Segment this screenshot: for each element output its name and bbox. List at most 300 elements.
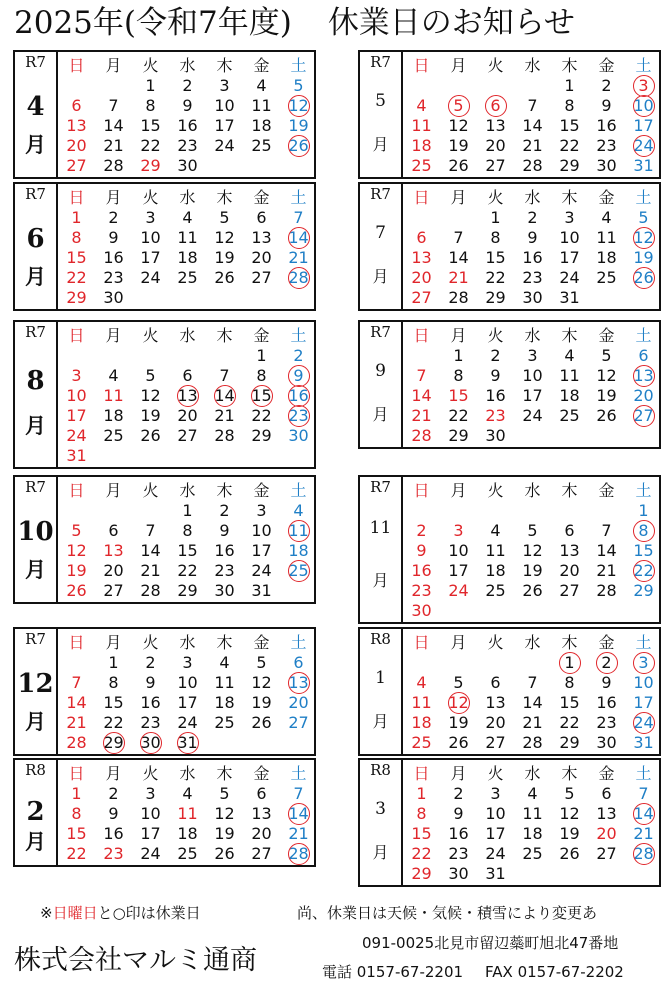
calendar-day: 2 [490,346,501,365]
weekday-header: 水 [524,56,541,75]
calendar-day: 2 [453,784,464,803]
closed-day: 12 [280,96,317,116]
note-mark: ※ [40,904,53,922]
calendar-day: 18 [103,406,124,425]
weekday-header: 金 [598,56,615,75]
calendar-day: 9 [601,96,612,115]
weekday-header: 木 [216,764,233,783]
closed-day: 15 [243,386,280,406]
closed-day: 27 [625,406,662,426]
calendar-day: 12 [251,673,272,692]
calendar-day: 27 [103,581,124,600]
weekday-header: 火 [487,633,504,652]
calendar-day: 25 [411,156,432,175]
calendar-day: 1 [564,76,575,95]
calendar-month-R7-7 [358,182,661,311]
calendar-day: 10 [214,96,235,115]
calendar-day: 22 [411,844,432,863]
calendar-day: 3 [71,366,82,385]
closed-day: 3 [625,653,662,673]
calendar-day: 18 [177,824,198,843]
weekday-header: 金 [253,633,270,652]
month-suffix: 月 [25,131,46,157]
weekday-header: 土 [290,188,307,207]
calendar-day: 25 [177,844,198,863]
page-title [14,2,664,44]
calendar-day: 22 [559,136,580,155]
calendar-month-R7-5 [358,50,661,179]
calendar-day: 28 [140,581,161,600]
calendar-day: 9 [108,228,119,247]
closed-day: 3 [625,76,662,96]
holiday-note [40,902,201,923]
weekday-header: 火 [142,56,159,75]
calendar-day: 27 [251,844,272,863]
month-suffix: 月 [372,842,389,862]
calendar-day: 10 [140,804,161,823]
calendar-day: 16 [103,824,124,843]
calendar-day: 15 [66,824,87,843]
calendar-day: 11 [214,673,235,692]
closed-day: 1 [551,653,588,673]
weekday-header: 金 [253,56,270,75]
calendar-day: 3 [256,501,267,520]
calendar-day: 2 [527,208,538,227]
calendar-day: 3 [564,208,575,227]
calendar-month-R8-2 [13,758,316,867]
calendar-day: 7 [145,521,156,540]
calendar-day: 25 [251,136,272,155]
month-number: 11 [369,518,392,539]
calendar-day: 14 [522,693,543,712]
calendar-era-column [15,477,58,602]
closed-day: 12 [625,228,662,248]
weekday-header: 月 [450,633,467,652]
calendar-day: 6 [490,673,501,692]
calendar-day: 30 [448,864,469,883]
calendar-day: 4 [527,784,538,803]
calendar-day: 10 [633,673,654,692]
calendar-day: 26 [66,581,87,600]
calendar-day: 24 [559,268,580,287]
calendar-day: 21 [448,268,469,287]
calendar-day: 1 [71,208,82,227]
calendar-day: 27 [485,733,506,752]
calendar-day: 7 [293,208,304,227]
weekday-header: 水 [179,56,196,75]
weekday-header: 土 [290,56,307,75]
calendar-day: 17 [140,824,161,843]
calendar-day: 25 [596,268,617,287]
calendar-day: 22 [66,268,87,287]
calendar-day: 4 [416,673,427,692]
weekday-header: 月 [450,56,467,75]
weekday-header: 土 [635,633,652,652]
calendar-day: 6 [293,653,304,672]
calendar-day: 17 [522,386,543,405]
calendar-day: 6 [256,208,267,227]
calendar-day: 21 [522,713,543,732]
calendar-day: 21 [522,136,543,155]
weekday-header: 金 [598,764,615,783]
calendar-day: 26 [140,426,161,445]
calendar-day: 9 [416,541,427,560]
calendar-day: 23 [177,136,198,155]
calendar-day: 24 [140,844,161,863]
calendar-day: 15 [177,541,198,560]
calendar-day: 18 [485,561,506,580]
closed-day: 30 [132,733,169,753]
calendar-era-column [15,184,58,309]
weekday-header: 火 [142,633,159,652]
era-year-label: R8 [25,761,46,779]
calendar-day: 8 [182,521,193,540]
calendar-day: 29 [66,288,87,307]
calendar-day: 9 [219,521,230,540]
closed-day: 13 [625,366,662,386]
calendar-day: 15 [633,541,654,560]
weekday-header: 金 [253,764,270,783]
calendar-day: 12 [596,366,617,385]
closed-day: 28 [280,268,317,288]
calendar-day: 19 [66,561,87,580]
weekday-header: 日 [413,56,430,75]
month-number: 4 [26,92,45,123]
calendar-day: 11 [411,116,432,135]
calendar-day: 19 [522,561,543,580]
calendar-day: 23 [596,136,617,155]
calendar-day: 28 [522,156,543,175]
calendar-day: 13 [485,693,506,712]
calendar-day: 12 [66,541,87,560]
weekday-header: 水 [179,188,196,207]
calendar-month-R8-3 [358,758,661,887]
month-number: 10 [17,517,54,548]
company-name: 株式会社マルミ通商 [14,945,257,976]
calendar-day: 20 [251,824,272,843]
weekday-header: 木 [216,633,233,652]
calendar-day: 25 [214,713,235,732]
calendar-day: 22 [251,406,272,425]
calendar-day: 5 [256,653,267,672]
era-year-label: R7 [25,478,46,496]
weekday-header: 木 [216,188,233,207]
calendar-month-R7-12 [13,627,316,756]
weekday-header: 月 [105,764,122,783]
calendar-day: 17 [177,693,198,712]
calendar-day: 3 [490,784,501,803]
calendar-day: 20 [559,561,580,580]
weekday-header: 日 [413,633,430,652]
calendar-day: 13 [485,116,506,135]
calendar-month-R7-11 [358,475,661,624]
calendar-day: 15 [66,248,87,267]
calendar-day: 20 [251,248,272,267]
calendar-day: 13 [251,228,272,247]
calendar-day: 27 [66,156,87,175]
weekday-header: 月 [450,326,467,345]
calendar-day: 1 [145,76,156,95]
calendar-day: 13 [103,541,124,560]
calendar-day: 30 [596,733,617,752]
calendar-day: 6 [182,366,193,385]
calendar-day: 26 [214,844,235,863]
calendar-day: 20 [485,136,506,155]
weekday-header: 月 [450,764,467,783]
closed-day: 26 [280,136,317,156]
calendar-day: 4 [182,784,193,803]
calendar-day: 28 [214,426,235,445]
calendar-day: 2 [108,208,119,227]
calendar-day: 17 [214,116,235,135]
calendar-month-R8-1 [358,627,661,756]
closed-day: 9 [280,366,317,386]
calendar-day: 12 [214,804,235,823]
weekday-header: 火 [142,481,159,500]
month-number: 3 [375,798,386,819]
calendar-day: 10 [485,804,506,823]
calendar-day: 9 [145,673,156,692]
calendar-day: 16 [140,693,161,712]
company-contact [322,961,624,982]
weekday-header: 月 [450,188,467,207]
calendar-day: 13 [596,804,617,823]
era-year-label: R8 [370,761,391,779]
calendar-day: 23 [103,268,124,287]
month-number: 7 [375,222,386,243]
calendar-day: 1 [182,501,193,520]
weekday-header: 水 [524,764,541,783]
weekday-header: 金 [253,481,270,500]
calendar-day: 1 [108,653,119,672]
calendar-day: 10 [448,541,469,560]
calendar-day: 24 [66,426,87,445]
calendar-day: 21 [596,561,617,580]
month-number: 1 [375,667,386,688]
calendar-day: 6 [108,521,119,540]
month-suffix: 月 [372,711,389,731]
calendar-day: 23 [411,581,432,600]
calendar-day: 29 [140,156,161,175]
calendar-day: 22 [485,268,506,287]
calendar-day: 4 [256,76,267,95]
calendar-day: 2 [219,501,230,520]
calendar-day: 22 [559,713,580,732]
calendar-day: 4 [219,653,230,672]
era-year-label: R7 [370,53,391,71]
weekday-header: 木 [561,56,578,75]
closed-day: 16 [280,386,317,406]
calendar-day: 21 [103,136,124,155]
calendar-day: 17 [66,406,87,425]
calendar-day: 3 [453,521,464,540]
calendar-day: 15 [448,386,469,405]
calendar-day: 10 [251,521,272,540]
month-number: 9 [375,360,386,381]
calendar-day: 27 [288,713,309,732]
calendar-day: 16 [103,248,124,267]
calendar-day: 22 [66,844,87,863]
month-number: 8 [26,365,45,396]
fax-number: FAX 0157-67-2202 [485,963,624,981]
calendar-day: 30 [177,156,198,175]
calendar-day: 7 [108,96,119,115]
weekday-header: 火 [487,481,504,500]
calendar-day: 11 [596,228,617,247]
change-note: 尚、休業日は天候・気候・積雪により変更あ [297,904,598,922]
calendar-day: 27 [251,268,272,287]
closed-day: 31 [169,733,206,753]
calendar-day: 7 [601,521,612,540]
calendar-day: 30 [485,426,506,445]
calendar-day: 17 [140,248,161,267]
weekday-header: 日 [413,481,430,500]
weekday-header: 火 [142,764,159,783]
calendar-day: 21 [288,248,309,267]
calendar-day: 17 [633,116,654,135]
month-suffix: 月 [25,412,46,438]
calendar-day: 10 [177,673,198,692]
calendar-day: 5 [527,521,538,540]
calendar-day: 15 [140,116,161,135]
calendar-day: 24 [140,268,161,287]
weekday-header: 土 [290,633,307,652]
calendar-day: 29 [448,426,469,445]
note-sunday: 日曜日 [52,904,98,922]
closed-day: 28 [625,844,662,864]
calendar-day: 19 [288,116,309,135]
calendar-day: 2 [108,784,119,803]
calendar-day: 14 [66,693,87,712]
weekday-header: 金 [598,326,615,345]
calendar-era-column [360,184,403,309]
calendar-day: 6 [416,228,427,247]
calendar-day: 3 [527,346,538,365]
weekday-header: 日 [413,326,430,345]
calendar-day: 22 [140,136,161,155]
calendar-day: 27 [596,844,617,863]
calendar-day: 4 [564,346,575,365]
calendar-day: 10 [522,366,543,385]
weekday-header: 水 [524,633,541,652]
calendar-day: 4 [416,96,427,115]
calendar-day: 7 [453,228,464,247]
closed-day: 25 [280,561,317,581]
calendar-day: 26 [448,156,469,175]
weekday-header: 日 [68,56,85,75]
calendar-day: 1 [490,208,501,227]
calendar-day: 18 [411,713,432,732]
calendar-day: 17 [448,561,469,580]
calendar-day: 7 [71,673,82,692]
closed-day: 6 [477,96,514,116]
calendar-day: 18 [522,824,543,843]
calendar-day: 18 [596,248,617,267]
calendar-day: 20 [66,136,87,155]
month-number: 6 [26,224,45,255]
calendar-day: 20 [103,561,124,580]
calendar-day: 25 [559,406,580,425]
calendar-day: 3 [145,208,156,227]
weekday-header: 木 [561,633,578,652]
calendar-era-column [360,477,403,622]
calendar-era-column [15,760,58,865]
weekday-header: 日 [413,188,430,207]
calendar-day: 9 [453,804,464,823]
closed-day: 13 [169,386,206,406]
calendar-day: 19 [448,136,469,155]
closed-day: 24 [625,713,662,733]
calendar-day: 7 [638,784,649,803]
weekday-header: 火 [487,326,504,345]
calendar-day: 29 [633,581,654,600]
calendar-day: 11 [411,693,432,712]
calendar-day: 5 [601,346,612,365]
calendar-day: 18 [288,541,309,560]
calendar-day: 14 [411,386,432,405]
calendar-day: 30 [288,426,309,445]
calendar-day: 29 [559,156,580,175]
closed-day: 13 [280,673,317,693]
calendar-day: 8 [145,96,156,115]
calendar-day: 31 [559,288,580,307]
calendar-day: 5 [453,673,464,692]
title-text: 休業日のお知らせ [327,5,575,41]
calendar-day: 2 [145,653,156,672]
calendar-day: 15 [485,248,506,267]
calendar-day: 29 [559,733,580,752]
calendar-day: 1 [416,784,427,803]
weekday-header: 水 [524,481,541,500]
calendar-day: 8 [453,366,464,385]
calendar-day: 1 [256,346,267,365]
calendar-day: 11 [251,96,272,115]
calendar-day: 15 [411,824,432,843]
calendar-day: 24 [485,844,506,863]
era-year-label: R8 [370,630,391,648]
calendar-day: 21 [633,824,654,843]
weekday-header: 日 [68,633,85,652]
calendar-day: 2 [416,521,427,540]
weekday-header: 水 [524,326,541,345]
calendar-day: 5 [71,521,82,540]
calendar-day: 23 [522,268,543,287]
calendar-day: 21 [140,561,161,580]
calendar-day: 7 [293,784,304,803]
calendar-day: 27 [411,288,432,307]
calendar-day: 26 [559,844,580,863]
calendar-day: 26 [214,268,235,287]
weekday-header: 土 [635,326,652,345]
calendar-day: 26 [448,733,469,752]
weekday-header: 土 [635,56,652,75]
weekday-header: 土 [290,481,307,500]
calendar-day: 8 [564,673,575,692]
calendar-month-R7-10 [13,475,316,604]
calendar-day: 24 [214,136,235,155]
calendar-day: 9 [182,96,193,115]
closed-day: 5 [440,96,477,116]
calendar-day: 31 [633,733,654,752]
weekday-header: 土 [290,326,307,345]
era-year-label: R7 [25,53,46,71]
calendar-day: 6 [71,96,82,115]
calendar-day: 24 [448,581,469,600]
calendar-day: 12 [214,228,235,247]
weekday-header: 木 [216,481,233,500]
weekday-header: 月 [450,481,467,500]
era-year-label: R7 [25,185,46,203]
